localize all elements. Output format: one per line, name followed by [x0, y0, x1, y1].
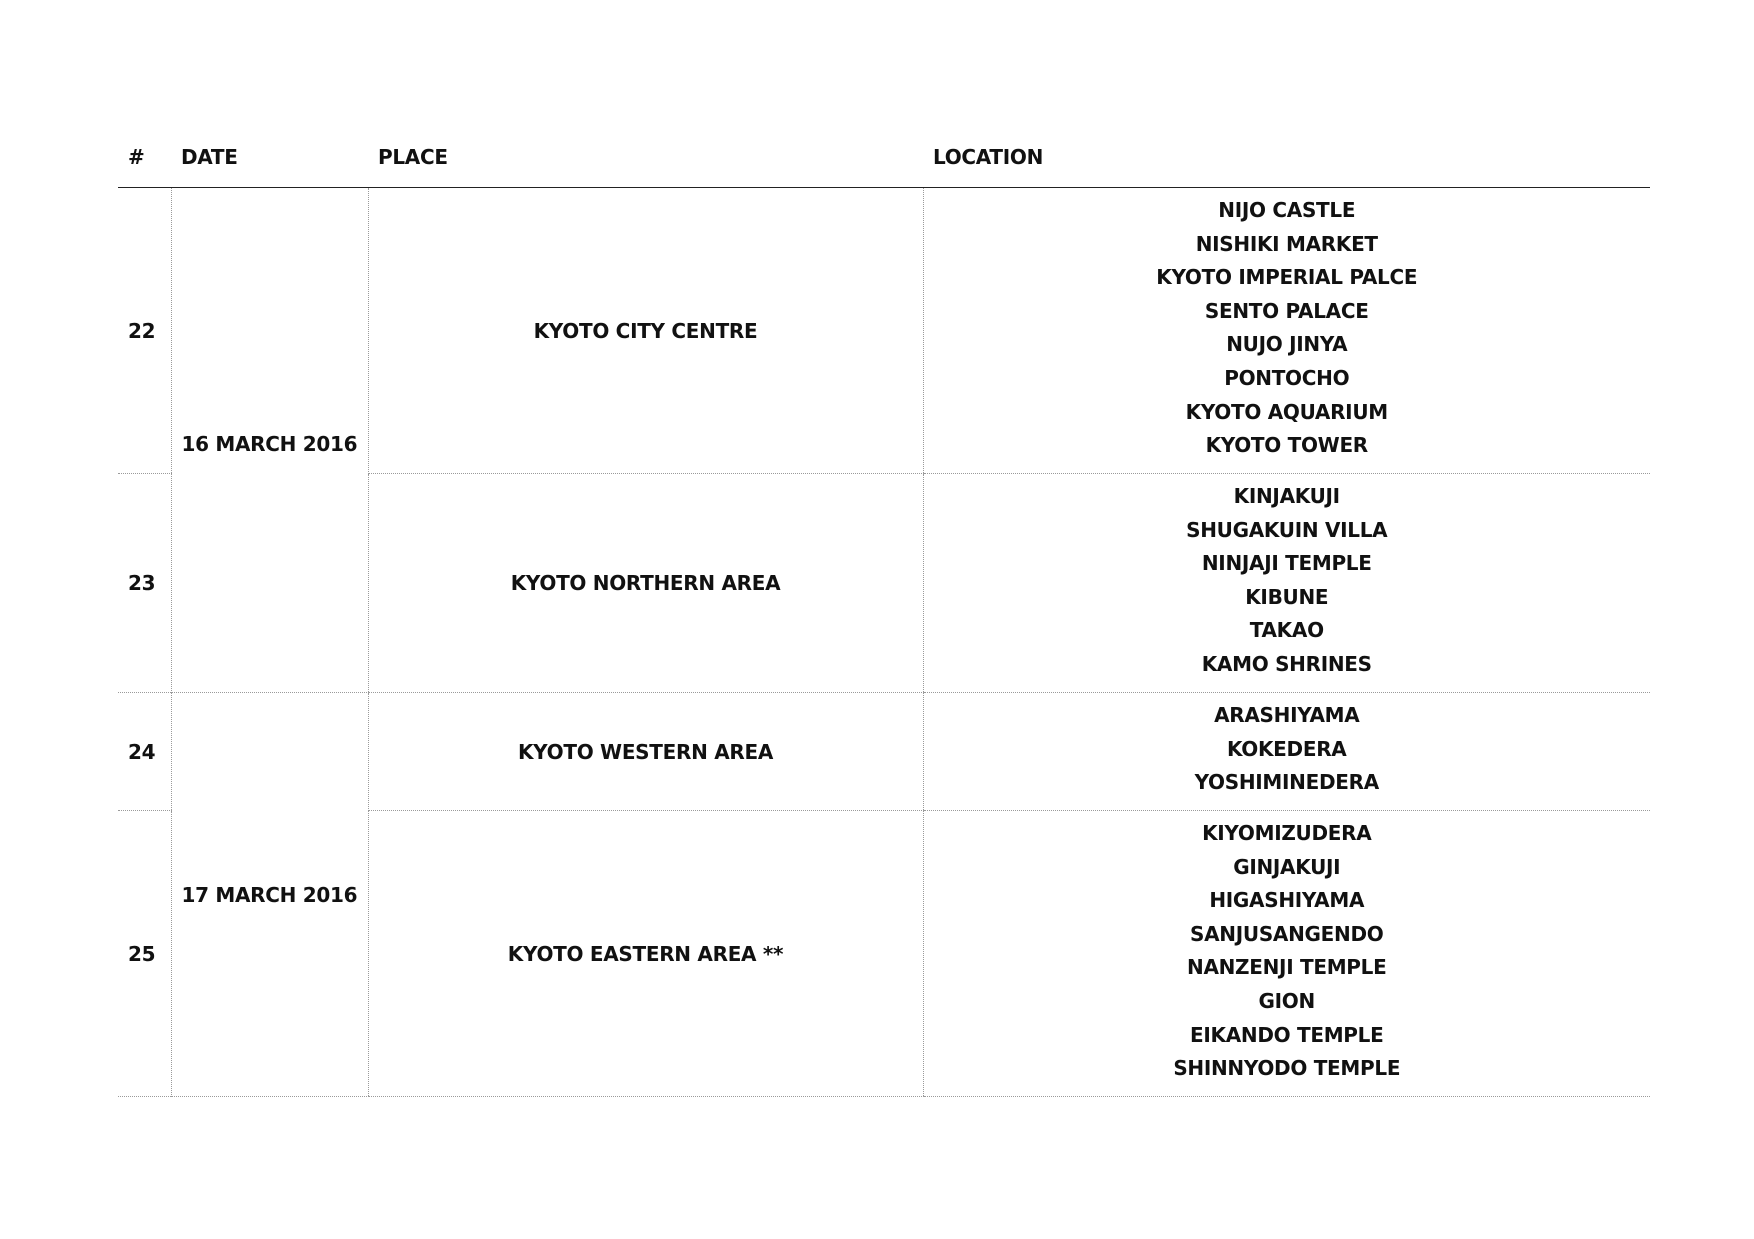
date-text: 17 MARCH 2016: [181, 882, 358, 907]
location-item: SHUGAKUIN VILLA: [1186, 517, 1388, 542]
location-item: HIGASHIYAMA: [1209, 888, 1365, 913]
location-cell: [923, 693, 1650, 811]
location-item: TAKAO: [1249, 618, 1324, 643]
location-item: SENTO PALACE: [1204, 298, 1369, 323]
location-item: KYOTO TOWER: [1205, 433, 1368, 458]
location-item: PONTOCHO: [1224, 365, 1350, 390]
location-cell: [923, 188, 1650, 474]
place-cell: KYOTO EASTERN AREA **: [368, 811, 923, 1097]
table-body: [118, 188, 1650, 1097]
place-cell: KYOTO CITY CENTRE: [368, 188, 923, 474]
place-cell: KYOTO NORTHERN AREA: [368, 474, 923, 693]
row-number: 24: [118, 693, 171, 811]
location-item: NIJO CASTLE: [1218, 198, 1356, 222]
location-item: NINJAJI TEMPLE: [1201, 551, 1372, 576]
row-number: 22: [118, 188, 171, 474]
location-item: KYOTO IMPERIAL PALCE: [1156, 265, 1418, 290]
location-item: KYOTO AQUARIUM: [1185, 399, 1388, 424]
row-number: 23: [118, 474, 171, 693]
location-item: GION: [1258, 988, 1315, 1013]
table-header: [118, 120, 1650, 188]
location-item: KINJAKUJI: [1233, 484, 1340, 508]
header-place: PLACE: [368, 120, 923, 188]
table-row: [118, 188, 1650, 474]
location-item: KIYOMIZUDERA: [1202, 821, 1372, 845]
location-item: YOSHIMINEDERA: [1194, 770, 1379, 795]
location-item: EIKANDO TEMPLE: [1190, 1022, 1384, 1047]
location-item: ARASHIYAMA: [1214, 703, 1360, 727]
date-text: 16 MARCH 2016: [181, 432, 358, 456]
place-cell: KYOTO WESTERN AREA: [368, 693, 923, 811]
location-item: SANJUSANGENDO: [1190, 921, 1384, 946]
date-cell: [171, 188, 368, 693]
location-item: KOKEDERA: [1226, 736, 1347, 761]
location-cell: [923, 474, 1650, 693]
row-number: 25: [118, 811, 171, 1097]
header-date: DATE: [171, 120, 368, 188]
header-location: LOCATION: [923, 120, 1650, 188]
location-cell: [923, 811, 1650, 1097]
table-row: [118, 693, 1650, 811]
location-item: NUJO JINYA: [1226, 332, 1348, 357]
location-item: KAMO SHRINES: [1201, 651, 1372, 676]
location-item: NISHIKI MARKET: [1195, 231, 1378, 256]
location-item: KIBUNE: [1245, 584, 1329, 609]
location-item: SHINNYODO TEMPLE: [1173, 1056, 1401, 1081]
header-row: [118, 120, 1650, 188]
header-number: #: [118, 120, 171, 188]
location-item: GINJAKUJI: [1233, 854, 1341, 879]
location-item: NANZENJI TEMPLE: [1187, 955, 1387, 980]
date-cell: [171, 693, 368, 1097]
itinerary-table: [118, 120, 1650, 1097]
